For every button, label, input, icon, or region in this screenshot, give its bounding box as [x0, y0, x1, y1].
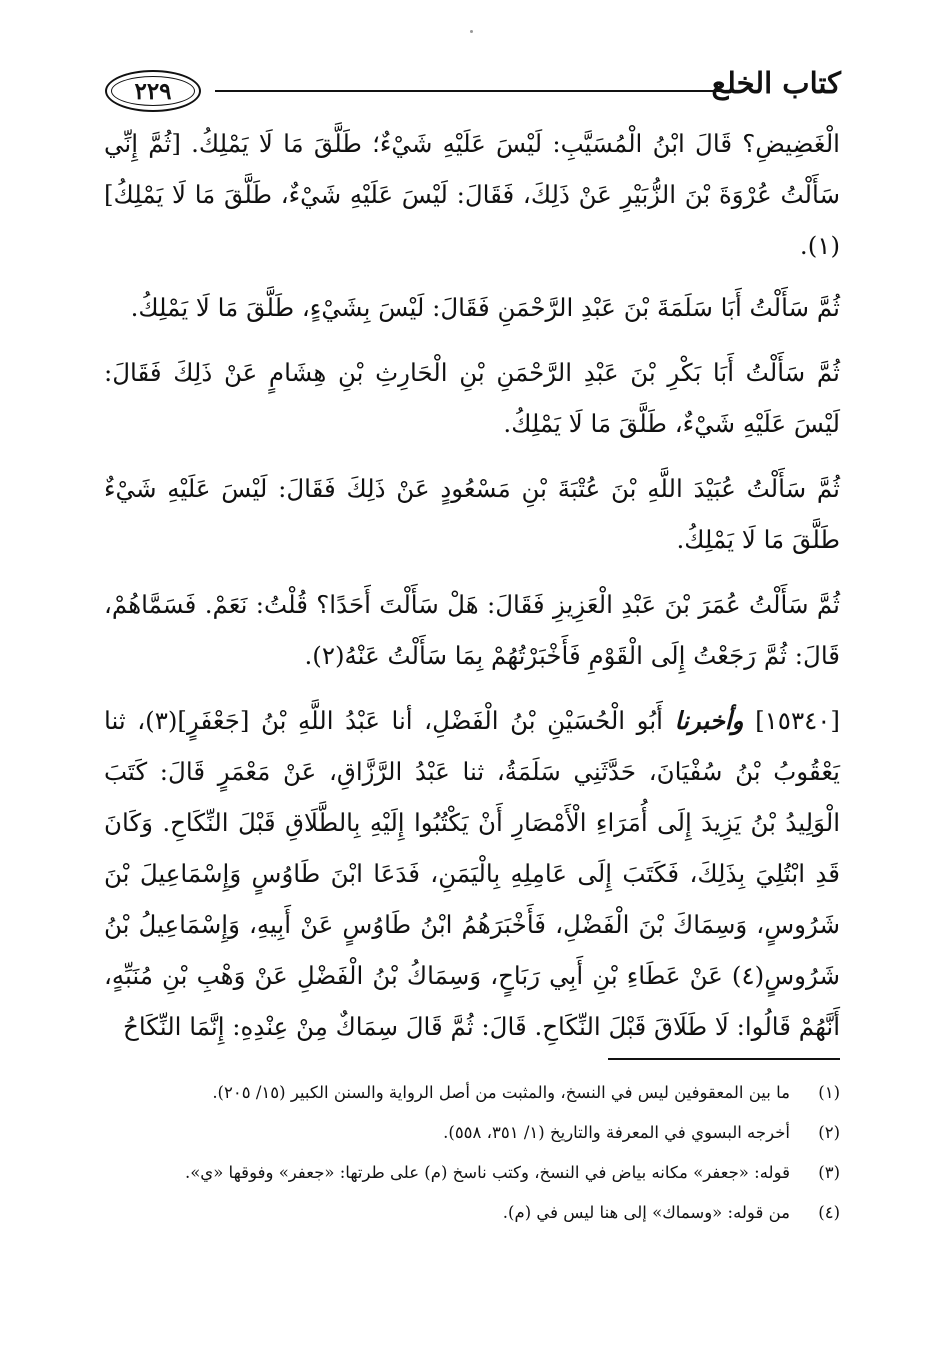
scan-speck — [470, 30, 473, 33]
footnote-separator — [608, 1058, 840, 1060]
page-header — [105, 66, 841, 116]
header-rule — [215, 90, 726, 92]
footnote-text: أخرجه البسوي في المعرفة والتاريخ (١/ ٣٥١، ٥٥٨). — [443, 1123, 790, 1142]
footnote-text: من قوله: «وسماك» إلى هنا ليس في (م). — [502, 1203, 790, 1222]
footnote-number: (٤) — [818, 1203, 840, 1222]
footnotes — [104, 1076, 840, 1236]
page-number-badge — [105, 70, 201, 112]
paragraph-2: ثُمَّ سَأَلْتُ أَبَا سَلَمَةَ بْنَ عَبْدِ الرَّحْمَنِ فَقَالَ: لَيْسَ بِشَيْءٍ، طَلَّقَ مَا لَا يَمْلِكُ. — [130, 293, 840, 322]
footnote-2 — [104, 1116, 840, 1149]
hadith-report — [104, 695, 840, 1052]
report-number: [١٥٣٤٠] — [755, 706, 840, 735]
footnote-text: قوله: «جعفر» مكانه بياض في النسخ، وكتب ناسخ (م) على طرتها: «جعفر» وفوقها «ي». — [184, 1163, 790, 1182]
paragraph-3: ثُمَّ سَأَلْتُ أَبَا بَكْرِ بْنَ عَبْدِ الرَّحْمَنِ بْنِ الْحَارِثِ بْنِ هِشَامٍ عَنْ ذَلِكَ فَقَالَ: لَيْسَ عَلَيْهِ شَيْءٌ، طَلَّقَ مَا لَا يَمْلِكُ. — [104, 358, 840, 438]
footnote-number: (٢) — [818, 1123, 840, 1142]
running-title: كتاب الخلع — [711, 66, 841, 100]
report-lead: وأخبرنا — [674, 706, 744, 735]
paragraph-5: ثُمَّ سَأَلْتُ عُمَرَ بْنَ عَبْدِ الْعَزِيزِ فَقَالَ: هَلْ سَأَلْتَ أَحَدًا؟ قُلْتُ: نَعَمْ. فَسَمَّاهُمْ، قَالَ: ثُمَّ رَجَعْتُ إِلَى الْقَوْمِ فَأَخْبَرْتُهُمْ بِمَا سَأَلْتُ عَنْهُ(٢). — [104, 590, 840, 670]
footnote-number: (٣) — [818, 1163, 840, 1182]
main-text — [104, 118, 840, 1066]
footnote-1 — [104, 1076, 840, 1109]
paragraph-4: ثُمَّ سَأَلْتُ عُبَيْدَ اللَّهِ بْنَ عُتْبَةَ بْنِ مَسْعُودٍ عَنْ ذَلِكَ فَقَالَ: لَيْسَ عَلَيْهِ شَيْءٌ طَلَّقَ مَا لَا يَمْلِكُ. — [104, 474, 840, 554]
report-body: أَبُو الْحُسَيْنِ بْنُ الْفَضْلِ، أنا عَبْدُ اللَّهِ بْنُ [جَعْفَرٍ](٣)، ثنا يَعْقُوبُ بْنُ سُفْيَانَ، حَدَّثَنِي سَلَمَةُ، ثنا عَبْدُ الرَّزَّاقِ، عَنْ مَعْمَرٍ قَالَ: كَتَبَ الْوَلِيدُ بْنُ يَزِيدَ إِلَى أُمَرَاءِ الْأَمْصَارِ أَنْ يَكْتُبُوا إِلَيْهِ بِالطَّلَاقِ قَبْلَ النِّكَاحِ. وَكَانَ قَدِ ابْتُلِيَ بِذَلِكَ، فَكَتَبَ إِلَى عَامِلِهِ بِالْيَمَنِ، فَدَعَا ابْنَ طَاوُسٍ وَإِسْمَاعِيلَ بْنَ شَرُوسٍ، وَسِمَاكَ بْنَ الْفَضْلِ، فَأَخْبَرَهُمُ ابْنُ طَاوُسٍ عَنْ أَبِيهِ، وَإِسْمَاعِيلُ بْنُ شَرُوسٍ(٤) عَنْ عَطَاءِ بْنِ أَبِي رَبَاحٍ، وَسِمَاكُ بْنُ الْفَضْلِ عَنْ وَهْبِ بْنِ مُنَبِّهٍ، أَنَّهُمْ قَالُوا: لَا طَلَاقَ قَبْلَ النِّكَاحِ. قَالَ: ثُمَّ قَالَ سِمَاكٌ مِنْ عِنْدِهِ: إِنَّمَا النِّكَاحُ — [104, 706, 840, 1041]
footnote-text: ما بين المعقوفين ليس في النسخ، والمثبت من أصل الرواية والسنن الكبير (١٥/ ٢٠٥). — [212, 1083, 790, 1102]
footnote-number: (١) — [818, 1083, 840, 1102]
footnote-4 — [104, 1196, 840, 1229]
footnote-3 — [104, 1156, 840, 1189]
paragraph-1: الْغَضِيضِ؟ قَالَ ابْنُ الْمُسَيَّبِ: لَيْسَ عَلَيْهِ شَيْءٌ؛ طَلَّقَ مَا لَا يَمْلِكُ. [ثُمَّ إِنِّي سَأَلْتُ عُرْوَةَ بْنَ الزُّبَيْرِ عَنْ ذَلِكَ، فَقَالَ: لَيْسَ عَلَيْهِ شَيْءٌ، طَلَّقَ مَا لَا يَمْلِكُ](١). — [104, 129, 840, 260]
page-number: ٢٢٩ — [111, 76, 195, 106]
